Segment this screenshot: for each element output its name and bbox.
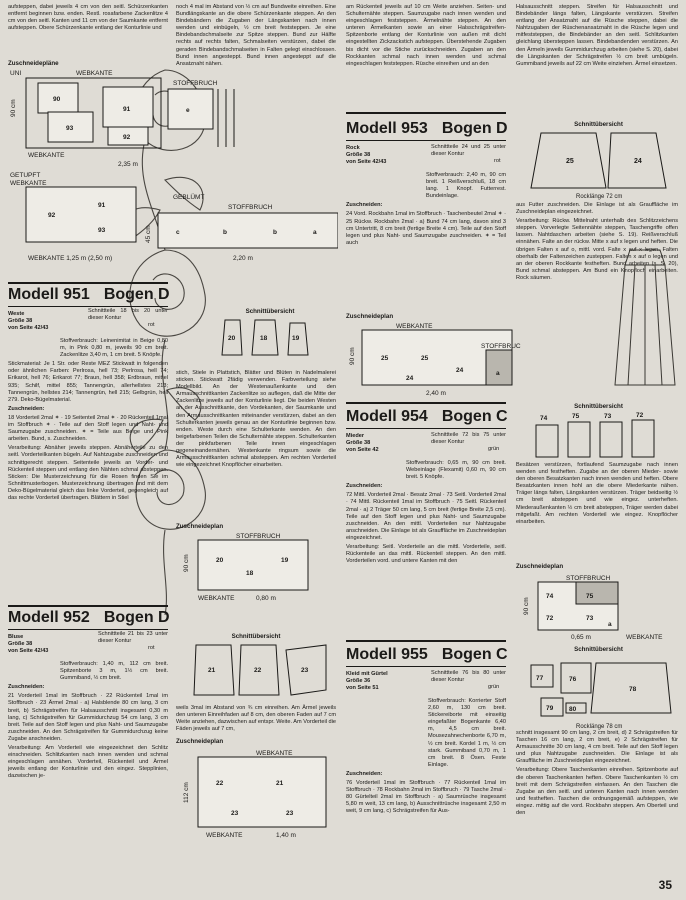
col3-intro <box>346 4 506 70</box>
schnitt-954-piece-73: 73 <box>604 413 612 420</box>
modell-953-contour: Schnittteile 24 und 25 unter dieser Kontur <box>431 144 506 157</box>
modell-954-plan-title: Zuschneideplan <box>516 563 564 570</box>
gebluemt-width: 2,20 m <box>233 255 253 262</box>
modell-955-contour: Schnittteile 76 bis 80 unter dieser Kontur <box>431 670 506 683</box>
modell-952-zuschneideplan <box>176 735 336 839</box>
modell-951-zuschneiden-title: Zuschneiden: <box>8 405 45 412</box>
modell-952-block <box>8 605 168 783</box>
modell-951-schnitt-title: Schnittübersicht <box>245 308 295 315</box>
modell-952-stoffverbrauch: Stoffverbrauch: 1,40 m, 112 cm breit. Spitzenborte 3 m, 1½ cm breit. Gummiband, ½ cm breit. <box>60 661 168 682</box>
modell-954-col4 <box>516 462 678 528</box>
modell-953-color: rot <box>494 158 501 164</box>
cutting-plans-title: Zuschneidepläne <box>8 60 59 67</box>
plan-954-height: 90 cm <box>523 597 530 615</box>
modell-955-size: Größe 36 <box>346 678 371 684</box>
modell-954-heading <box>346 406 506 429</box>
plan-951-piece-20: 20 <box>216 557 224 564</box>
skirt-sketch <box>610 245 680 395</box>
gebluemt-piece-b1: b <box>223 229 227 236</box>
label-height-90: 90 cm <box>10 99 17 117</box>
label-width-235: 2,35 m <box>118 161 138 168</box>
plan-953-stoffbruch: STOFFBRUCH <box>481 343 521 350</box>
modell-952-title: Modell 952 <box>8 609 90 626</box>
schnitt-951-piece-19: 19 <box>292 335 300 342</box>
modell-955-bogen: Bogen C <box>441 646 508 663</box>
plan-953-height: 90 cm <box>349 347 356 365</box>
modell-955-schnittuebersicht <box>516 643 681 728</box>
plan-954-piece-72: 72 <box>546 615 554 622</box>
modell-954-contour: Schnittteile 72 bis 75 unter dieser Kontur <box>431 432 506 445</box>
modell-953-plan-title: Zuschneideplan <box>346 313 394 320</box>
gebluemt-piece-a: a <box>313 229 317 236</box>
rule-954 <box>346 402 506 404</box>
modell-954-verarbeitung: Verarbeitung: Seitl. Vorderteile an die mittl. Vorderteile, seitl. Rückenteile an das mittl. Rückenteil steppen. An den mittl. Vorderteilen vord. und untere Kanten mit den <box>346 544 506 565</box>
plan-951-width: 0,80 m <box>256 595 276 602</box>
plan-953-piece-25a: 25 <box>381 355 389 362</box>
modell-955-verarbeitung: Verarbeitung: Obere Taschenkanten einreihen. Spitzenborte auf die oberen Taschenkanten heften. Obere Taschenkanten ½ cm breit mit dem Schrägstreifen einfassen. An den Taschen die Zugabe an den seitl. und unteren Kanten nach innen wenden und festheften. Taschen die ordnungsgemäß aufsteppen, wie eingez. mittig auf die vord. Rockbahn steppen. Am Oberteil und den <box>516 767 678 817</box>
plan-953-piece-25b: 25 <box>421 355 429 362</box>
label-webkante-top: WEBKANTE <box>76 70 113 77</box>
modell-951-verarbeitung: Verarbeitung: Abnäher jeweils steppen. Abnäherteile zu den seitl. Vorderteilkanten bügeln. Auf Nahtzugabe zuschneiden und schnittgerecht steppen. Seitenteile jeweils an Vorder- und Rückenteil steppen und entlang den Nähten schmal absteppen. Sticken: Die Musterzeichnung für die Rosen finden Sie im Schnittmusterbogen. Musterzeichnung übertragen und mit dem Deko-Bügelmaterial gleich das linke Vorderteil, gegengleich auf das rechte Vorderteil übertragen. Blättern in Stiel <box>8 445 168 501</box>
modell-952-size: Größe 38 <box>8 641 33 647</box>
plan-954-piece-a: a <box>608 621 612 628</box>
modell-952-schnittuebersicht <box>176 630 336 700</box>
schnitt-953-caption: Rocklänge 72 cm <box>576 194 623 200</box>
schnitt-955-piece-80: 80 <box>569 706 577 713</box>
schnitt-951-piece-18: 18 <box>260 335 268 342</box>
intro-text-left <box>8 4 168 34</box>
modell-951-zuschneiden: 18 Vorderteil 2mal ✶ · 19 Seitenteil 2mal ✶ · 20 Rückenteil 1mal im Stoffbruch ✶ · Teile auf den Stoff legen und Naht- und Saumzugabe zuschneiden. ✶ = Teile aus Beige und Pink arbeiten. Bund, s. Zuschneiden. <box>8 414 168 443</box>
plan-954-webkante: WEBKANTE <box>626 634 663 641</box>
label-getupft: GETUPFT <box>10 172 41 179</box>
modell-953-schnitt-title: Schnittübersicht <box>574 121 623 128</box>
schnitt-954-piece-74: 74 <box>540 415 548 422</box>
modell-951-color: rot <box>148 322 155 328</box>
getupft-piece-93: 93 <box>98 227 106 234</box>
plan-954-piece-74: 74 <box>546 593 554 600</box>
modell-953-from: von Seite 42/43 <box>346 159 387 165</box>
plan-953-webkante: WEBKANTE <box>396 323 433 330</box>
modell-951-size: Größe 38 <box>8 318 33 324</box>
plan-952-webkante-top: WEBKANTE <box>256 750 293 757</box>
modell-951-stickmaterial: Stickmaterial: Je 1 Str. oder Reste MEZ Stickwatt in folgenden oder ähnlichen Farben: Perlrosa, hell 73; Perlrosa, hell 74; Erikarot, hell 76; Erikarot 77; Braun, hell 358; Erdbraun, mittel 935; Schilf, mittel 855; Tannengrün, allerhellstes 213; Tannengrün, hellstes 214; Tannengrün, hell 215; Gelbgrün, hell 279. Deko-Bügelmaterial. <box>8 361 168 403</box>
modell-952-heading <box>8 605 168 630</box>
gebluemt-piece-b2: b <box>273 229 277 236</box>
modell-951-contour: Schnittteile 18 bis 20 unter dieser Kontur <box>88 308 168 321</box>
plan-954-piece-75: 75 <box>586 593 594 600</box>
schnitt-955-piece-78: 78 <box>629 686 637 693</box>
modell-953-schnittuebersicht <box>516 118 681 198</box>
modell-953-title: Modell 953 <box>346 120 428 137</box>
label-gebluemt: GEBLÜMT <box>173 194 205 201</box>
modell-951-from: von Seite 42/43 <box>8 325 49 331</box>
getupft-piece-91: 91 <box>98 202 106 209</box>
page-number: 35 <box>658 878 672 892</box>
modell-954-zuschneideplan <box>516 560 681 640</box>
modell-952-zuschneiden-title: Zuschneiden: <box>8 684 45 691</box>
left-cutting-plans <box>8 57 338 272</box>
modell-951-block <box>8 282 168 504</box>
modell-952-verarbeitung: Verarbeitung: Am Vorderteil wie eingezeichnet den Schlitz einschneiden. Schlitzkanten nach innen wenden und schmal eingeschlagen annähen. Vorderteil, Rückenteil und Ärmel jeweils entlang der Konturlinie und den eingez. Stepplinien, dazwischen je- <box>8 745 168 780</box>
modell-955-color: grün <box>488 684 500 690</box>
modell-951-zuschneideplan <box>176 520 336 605</box>
modell-952-kind: Bluse <box>8 634 24 640</box>
modell-951-bogen: Bogen D <box>103 286 170 303</box>
modell-953-kind: Rock <box>346 145 360 151</box>
col3-intro-paragraph: am Rückenteil jeweils auf 10 cm Weite anziehen. Seiten- und Schulternähte steppen. Saumzugabe nach innen wenden und eingeschlagen feststeppen. Ärmelnähte steppen. An den unteren Ärmelkanten sowie an einer Halsschrägstreifen-Spitzenborte entlang der Konturlinie von außen mit dicht eingestellten Zickzackstich aufsteppen. Überstehende Zugaben bis dicht vor die Stiche zurückschneiden. Zugaben an den Rockkanten schmal nach innen wenden und schmal eingeschlagen feststeppen. Rüsche einreihen und an den <box>346 4 506 67</box>
modell-953-size: Größe 38 <box>346 152 371 158</box>
modell-955-block <box>346 644 506 818</box>
schnitt-954-piece-72: 72 <box>636 412 644 419</box>
modell-954-zuschneiden-title: Zuschneiden: <box>346 483 383 490</box>
modell-955-col4 <box>516 730 678 819</box>
label-getupft-webkante: WEBKANTE <box>10 180 47 187</box>
plan-954-piece-73: 73 <box>586 615 594 622</box>
modell-955-heading <box>346 644 506 667</box>
modell-952-zuschneiden: 21 Vorderteil 1mal im Stoffbruch · 22 Rückenteil 1mal im Stoffbruch · 23 Ärmel 2mal · a) Halsblende 80 cm lang, 3 cm breit, b) Schrägstreifen für Halsausschnitt insgesamt 0,30 m lang, c) Schrägstreifen für Gummidurchzug 54 cm lang, 3 cm breit. Teile auf den Stoff legen und plus Naht- und Saumzugabe zuschneiden. An den Schrägstreifen für Gummidurchzug keine Zugabe anschneiden. <box>8 693 168 742</box>
col4-intro <box>516 4 678 70</box>
schnitt-951-piece-20: 20 <box>228 335 236 342</box>
schnitt-955-caption: Rocklänge 78 cm <box>576 724 623 730</box>
modell-954-kind: Mieder <box>346 433 365 439</box>
modell-951-mid-paragraph: stich, Stiele in Plattstich, Blätter und Blüten in Nadelmalerei sticken. Stickwatt 2fädig verwenden. Farbverteilung siehe Modellbild. An der Westenaußenkante und den Armausschnittkanten Zackenlitze so auflegen, daß die Mitte der Zackenlitze jeweils auf der Konturlinie liegt. Die beiden Westen an der Ausschnittkante, den Vordekanten, der Saumkante und den Armausschnittkanten miteinander verstürzen, dabei an den Schulterkanten jeweils genau an der Konturlinie beginnen bzw. enden. Weste durch eine Schulterkante wenden. An den beigefarbenen Teilen die Schulternähte steppen. Schulterkanten der pinkfarbenen Teile innen eingeschlagen gegeneinandernähen. Westenkante ringsum sowie die Armausschnittkanten schmal absteppen. Am rechten Vorderteil wie eingezeichnet Knopflöcher einarbeiten. <box>176 370 336 469</box>
modell-951-plan-title: Zuschneideplan <box>176 523 224 530</box>
modell-955-from: von Seite 51 <box>346 685 379 691</box>
rule-953 <box>346 112 506 114</box>
modell-955-col4-paragraph: schnitt insgesamt 90 cm lang, 2 cm breit, d) 2 Schrägstreifen für Taschen 16 cm lang, 2 cm breit, e) 2 Schrägstreifen für Armausschnitte 30 cm lang, 4 cm breit. Teile auf den Stoff legen und plus Nahtzugabe zuschneiden. Die Einlage ist als Grauffläche im Zuschneideplan eingezeichnet. <box>516 730 678 765</box>
modell-953-col4-paragraph: aus Futter zuschneiden. Die Einlage ist als Grauffläche im Zuschneideplan eingezeichnet. <box>516 202 678 216</box>
modell-952-plan-title: Zuschneideplan <box>176 738 224 745</box>
modell-954-stoffverbrauch: Stoffverbrauch: 0,65 m, 90 cm breit. Webeinlage (Flexamit) 0,60 m, 90 cm breit. 5 Knöpfe. <box>406 460 506 481</box>
schnitt-955-piece-76: 76 <box>569 676 577 683</box>
modell-955-title: Modell 955 <box>346 646 428 663</box>
modell-954-schnittuebersicht <box>516 400 681 460</box>
modell-953-zuschneiden: 24 Vord. Rockbahn 1mal im Stoffbruch · Taschenbeutel 2mal ✶ · 25 Rückw. Rockbahn 2mal · a) Bund 74 cm lang, davon sind 3 cm Untertritt, 8 cm breit (fertige Breite 4 cm). Teile auf den Stoff legen und plus Naht- und Saumzugabe zuschneiden. ✶ = Teil auch <box>346 211 506 246</box>
modell-952-mid-text <box>176 705 336 735</box>
schnitt-952-piece-21: 21 <box>208 667 216 674</box>
schnitt-952-piece-22: 22 <box>254 667 262 674</box>
modell-954-schnitt-title: Schnittübersicht <box>574 403 623 410</box>
schnitt-953-piece-24: 24 <box>634 158 642 165</box>
schnitt-955-piece-77: 77 <box>536 675 544 682</box>
modell-953-block <box>346 118 506 249</box>
modell-951-stoffverbrauch: Stoffverbrauch: Leinenimitat in Beige 0,80 m, in Pink 0,80 m, jeweils 90 cm breit. Zackenlitze 3,40 m, 1 cm breit. 5 Knöpfe. <box>60 338 168 359</box>
plan-953-width: 2,40 m <box>426 390 446 397</box>
modell-954-zuschneiden: 72 Mittl. Vorderteil 2mal · Besatz 2mal · 73 Seitl. Vorderteil 2mal · 74 Mittl. Rückenteil 1mal im Stoffbruch · 75 Seitl. Rückenteil 2mal · a) 2 Träger 50 cm lang, 5 cm breit (fertige Breite 2,5 cm). Teile auf den Stoff legen und plus Naht- und Saumzugabe zuschneiden. An den mittl. Vorderteilen nur Nahtzugabe anschneiden. Die Einlage ist als Grauffläche im Zuschneideplan eingezeichnet. <box>346 492 506 541</box>
modell-952-color: rot <box>148 645 155 651</box>
label-uni: UNI <box>10 70 22 77</box>
modell-955-zuschneiden: 76 Vorderteil 1mal im Stoffbruch · 77 Rückenteil 1mal im Stoffbruch · 78 Rockbahn 2mal im Stoffbruch · 79 Tasche 2mal · 80 Gürtelteil 2mal im Stoffbruch · a) Saumrüsche insgesamt 5,80 m weit, 13 cm lang, b) Ausschnittrüsche insgesamt 2,50 m weit, 9 cm lang, c) Schrägstreifen für Aus- <box>346 780 506 815</box>
gebluemt-piece-c: c <box>176 229 180 236</box>
modell-954-title: Modell 954 <box>346 408 428 425</box>
intro-text-mid <box>176 4 336 70</box>
col4-intro-paragraph: Halsausschnitt steppen. Streifen für Halsausschnitt und Bindebänder längs falten, Längskante verstürzen. Streifen entlang der Ansatznaht auf die Rüsche steppen, dabei die Nahtzugaben der Rüschenansatznaht in die Rüsche legen und mitfeststeppen, die Bindebänder an den seitl. Schlitzkanten gleichlang übersteppen lassen. Bindebandenden verstürzen. An den Ärmeln jeweils Gummidurchzug arbeiten (siehe S. 20), dabei die Längskanten der Schrägstreifen ½ cm breit umbügeln. Gummiband jeweils auf 22 cm Weite einziehen. Ärmel einsetzen. <box>516 4 678 67</box>
plan-952-piece-23a: 23 <box>231 810 239 817</box>
modell-954-col4-paragraph: Besätzen verstürzen, fortlaufend Saumzugabe nach innen wenden und festheften. Zugabe an der oberen Mieder- sowie den oberen Besatzkanten nach innen wenden und heften. Obere Besatzkanten innen hohl an die obere Miederkante nähen. Träger längs falten, Längskanten verstürzen. Träger beidseitig ½ cm breit absteppen und wie eingez. unterheften. Miederaußenkanten ½ cm breit absteppen, Träger werden dabei mitgefaßt. Am rechten Vorderteil wie eingez. Knopflöcher einarbeiten. <box>516 462 678 525</box>
modell-953-zuschneideplan <box>346 310 521 395</box>
modell-953-stoffverbrauch: Stoffverbrauch: 2,40 m, 90 cm breit. 1 Reißverschluß, 18 cm lang. 1 Knopf. Futterrest. Bundeinlage. <box>426 172 506 200</box>
label-webkante-bottom: WEBKANTE <box>28 152 65 159</box>
schnitt-954-piece-75: 75 <box>572 413 580 420</box>
intro-mid-paragraph: noch 4 mal im Abstand von ½ cm auf Bundweite einreihen. Eine Bundlängskante an die obere Schürzenkante steppen. An den Bindebändern die Zugaben der Längskanten nach innen wenden und einbügeln, ½ cm breit feststeppen. Je eine Bindebandschmalseite zur Spitze steppen. Bund zur Hälfte rechts auf rechts falten, Schmalseiten verstürzen, dabei die geraden Bindebandschmalseiten in Falten gelegt einschlossen. Bund innen angesteppt. Bund innen angesteppt auf die Ansatznaht nähen. <box>176 4 336 67</box>
plan-951-piece-18: 18 <box>246 570 254 577</box>
modell-952-schnitt-title: Schnittübersicht <box>231 633 281 640</box>
plan-953-piece-24b: 24 <box>406 375 414 382</box>
modell-951-mid-text <box>176 370 336 471</box>
modell-954-block <box>346 406 506 567</box>
modell-954-from: von Seite 42 <box>346 447 379 453</box>
label-stoffbruch: STOFFBRUCH <box>173 80 218 87</box>
piece-91: 91 <box>123 106 131 113</box>
modell-953-verarbeitung: Verarbeitung: Rückw. Mittelnaht unterhalb des Schlitzzeichens steppen. Vorverlegte Seitennähte steppen, Taschengriffe offen lassen. Nahtdaschen arbeiten (siehe S. 19). Reißverschluß einnähen. Falte an der rückw. Mitte x auf x legen und heften. Die übrigen Falten x auf o, mittl. vord. Falte x auf x legen. Falten oberhalb der Faltenzeichen zusteppen. Falten x auf o legen und an der oberen Rockkante festheften. Bund arbeiten (s. S. 20), Bund schmal absteppen. Am Bund ein Knopfloch einarbeiten. Rock säumen. <box>516 218 678 281</box>
rule-955 <box>346 640 506 642</box>
modell-955-schnitt-title: Schnittübersicht <box>574 646 623 653</box>
modell-954-bogen: Bogen C <box>441 408 508 425</box>
plan-954-width: 0,65 m <box>571 634 591 641</box>
schnitt-952-piece-23: 23 <box>301 667 309 674</box>
plan-951-webkante: WEBKANTE <box>198 595 235 602</box>
piece-93: 93 <box>66 125 74 132</box>
modell-954-size: Größe 38 <box>346 440 371 446</box>
plan-952-piece-22: 22 <box>216 780 224 787</box>
plan-953-piece-24a: 24 <box>456 367 464 374</box>
modell-953-heading <box>346 118 506 141</box>
piece-e: e <box>186 107 190 114</box>
plan-951-piece-19: 19 <box>281 557 289 564</box>
plan-951-height: 90 cm <box>183 554 190 572</box>
label-gebluemt-stoffbruch: STOFFBRUCH <box>228 204 273 211</box>
schnitt-953-piece-25: 25 <box>566 158 574 165</box>
label-webkante-125: WEBKANTE 1,25 m (2,50 m) <box>28 255 113 262</box>
modell-954-color: grün <box>488 446 500 452</box>
modell-952-from: von Seite 42/43 <box>8 648 49 654</box>
modell-951-title: Modell 951 <box>8 286 90 303</box>
cutting-plans-svg <box>8 67 338 272</box>
modell-951-kind: Weste <box>8 311 25 317</box>
piece-92: 92 <box>123 134 131 141</box>
modell-953-bogen: Bogen D <box>441 120 508 137</box>
piece-90: 90 <box>53 96 61 103</box>
schnitt-955-piece-79: 79 <box>546 705 554 712</box>
modell-952-mid-paragraph: weils 3mal im Abstand von ¾ cm einreihen. Am Ärmel jeweils den unteren Einreihfaden auf 8 cm, den oberen Faden auf 7 cm Weite anziehen, dazwischen auf entspr. Weite. Am Vorderteil die Fäden jeweils auf 7 cm, <box>176 705 336 733</box>
plan-952-webkante-bottom: WEBKANTE <box>206 832 243 839</box>
modell-955-zuschneiden-title: Zuschneiden: <box>346 770 383 777</box>
gebluemt-height: 45 cm <box>145 225 152 243</box>
plan-952-piece-23b: 23 <box>286 810 294 817</box>
modell-955-kind: Kleid mit Gürtel <box>346 671 388 677</box>
plan-952-width: 1,40 m <box>276 832 296 839</box>
modell-952-bogen: Bogen D <box>103 609 170 626</box>
plan-953-piece-a: a <box>496 370 500 377</box>
modell-951-schnittuebersicht <box>200 305 340 365</box>
plan-954-stoffbruch: STOFFBRUCH <box>566 575 611 582</box>
modell-951-heading <box>8 282 168 307</box>
modell-952-contour: Schnittteile 21 bis 23 unter dieser Kontur <box>98 631 168 644</box>
plan-952-piece-21: 21 <box>276 780 284 787</box>
modell-953-zuschneiden-title: Zuschneiden: <box>346 202 383 209</box>
getupft-piece-92: 92 <box>48 212 56 219</box>
plan-952-height: 112 cm <box>183 782 190 803</box>
plan-951-stoffbruch: STOFFBRUCH <box>236 533 281 540</box>
modell-955-stoffverbrauch: Stoffverbrauch: Korrierter Stoff 2,60 m, 130 cm breit. Stickereiborte mit einseitig eingefaßter Bogenkante 6,40 m, 4,5 cm breit. Mousezahnechenborte 6,70 m, ½ cm breit. Kordel 1 m, ½ cm stark. Gummiband 0,70 m, 1 cm breit. 8 Ösen. Feste Einlage. <box>428 698 506 768</box>
intro-left-paragraph: aufsteppen, dabei jeweils 4 cm von den seitl. Schürzenkanten entfernt beginnen bzw. enden. Restl. rosafarbene Zackenlitze 4 cm von den seitl. Kanten und 11 cm von der Saumkante entfernt aufsteppen. Obere Schürzenkante entlang der Konturlinie und <box>8 4 168 32</box>
